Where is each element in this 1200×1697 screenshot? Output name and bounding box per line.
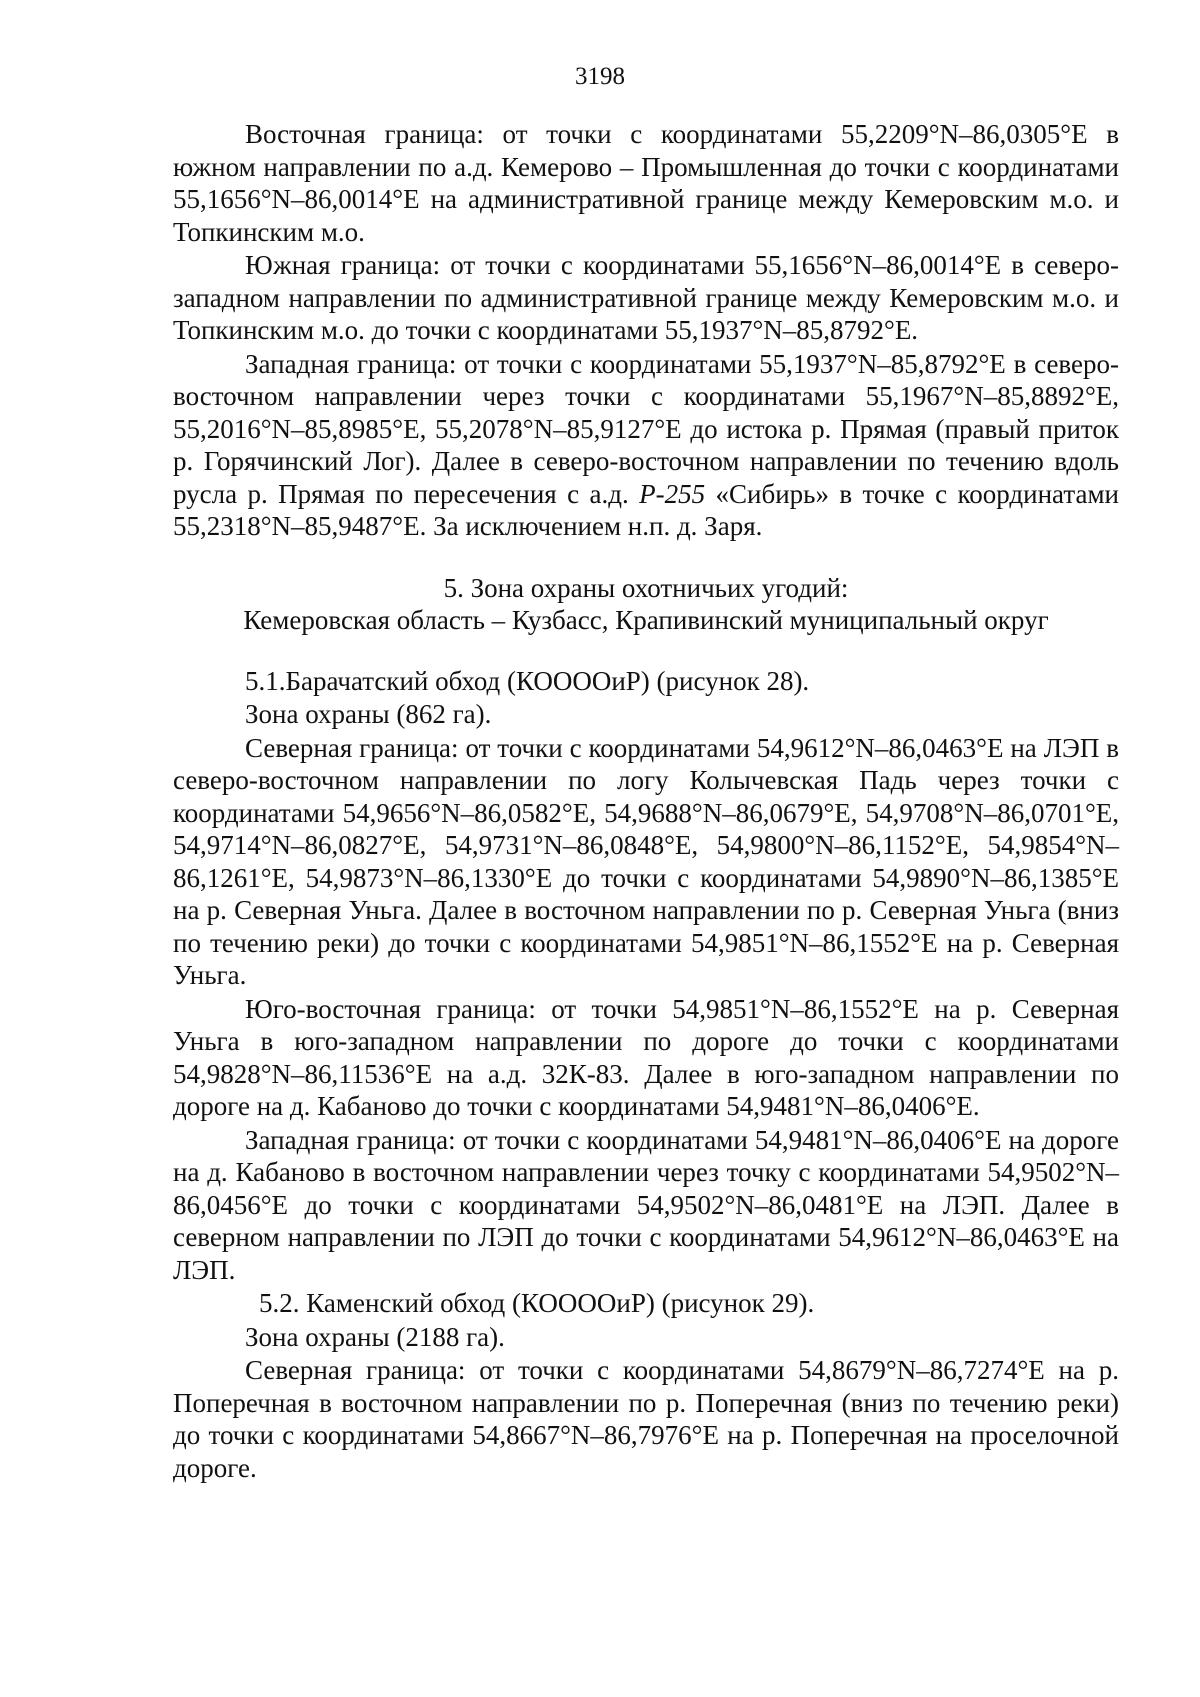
subsection-5-2-north-boundary: Северная граница: от точки с координатами 54,8679°N–86,7274°E на р. Поперечная в восточном направлении по р. Поперечная (вниз по течению реки) до точки с координатами 54,8667°N–86,7976°E на р. Поперечная на проселочной дороге. [173,1355,1119,1483]
section-heading [173,572,1119,637]
east-boundary-paragraph: Восточная граница: от точки с координатами 55,2209°N–86,0305°E в южном направлении по а.д. Кемерово – Промышленная до точки с координатами 55,1656°N–86,0014°E на административной границе между Кемеровским м.о. и Топкинским м.о. [173,119,1119,247]
south-boundary-paragraph: Южная граница: от точки с координатами 55,1656°N–86,0014°E в северо-западном направлении по административной границе между Кемеровским м.о. и Топкинским м.о. до точки с координатами 55,1937°N–85,8792°E. [173,250,1119,345]
west-boundary-text-1: Западная граница: от точки с координатами 55,1937°N–85,8792°E в северо-восточном направлении через точки с координатами 55,1967°N–85,8892°E, 55,2016°N–85,8985°E, 55,2078°N–85,9127°E до истока р. Прямая (правый приток р. Горячинский Лог). Далее в северо-восточном направлении по течению вдоль русла р. Прямая по пересечения с а.д. [173,348,1119,509]
section-subtitle: Кемеровская область – Кузбасс, Крапивинский муниципальный округ [243,605,1049,635]
page-number: 3198 [575,63,625,90]
subsection-5-1-west-boundary: Западная граница: от точки с координатами 54,9481°N–86,0406°E на дороге на д. Кабаново в восточном направлении через точку с координатами 54,9502°N–86,0456°E до точки с координатами 54,9502°N–86,0481°E на ЛЭП. Далее в северном направлении по ЛЭП до точки с координатами 54,9612°N–86,0463°E на ЛЭП. [173,1124,1119,1285]
west-boundary-text-2: «Сибирь» в точке с координатами 55,2318°N–85,9487°E. За исключением н.п. д. Заря. [173,478,1119,541]
subsection-5-2-heading: 5.2. Каменский обход (КООООиР) (рисунок 29). [259,1288,815,1318]
subsection-5-1-heading: 5.1.Барачатский обход (КООООиР) (рисунок 28). [245,665,810,696]
west-boundary-paragraph [173,348,1119,543]
road-code: Р-255 [639,478,706,509]
section-title: 5. Зона охраны охотничьих угодий: [443,572,849,603]
subsection-5-1-north-boundary: Северная граница: от точки с координатами 54,9612°N–86,0463°E на ЛЭП в северо-восточном направлении по логу Колычевская Падь через точки с координатами 54,9656°N–86,0582°E, 54,9688°N–86,0679°E, 54,9708°N–86,0701°E, 54,9714°N–86,0827°E, 54,9731°N–86,0848°E, 54,9800°N–86,1152°E, 54,9854°N–86,1261°E, 54,9873°N–86,1330°E до точки с координатами 54,9890°N–86,1385°E на р. Северная Уньга. Далее в восточном направлении по р. Северная Уньга (вниз по течению реки) до точки с координатами 54,9851°N–86,1552°E на р. Северная Уньга. [173,732,1119,990]
subsection-5-1-southeast-boundary: Юго-восточная граница: от точки 54,9851°N–86,1552°E на р. Северная Уньга в юго-западном направлении по дороге до точки с координатами 54,9828°N–86,11536°E на а.д. 32К-83. Далее в юго-западном направлении по дороге на д. Кабаново до точки с координатами 54,9481°N–86,0406°E. [173,993,1119,1121]
subsection-5-1-zone: Зона охраны (862 га). [245,699,492,729]
subsection-5-2-zone: Зона охраны (2188 га). [245,1321,505,1352]
document-body [173,118,1119,1484]
